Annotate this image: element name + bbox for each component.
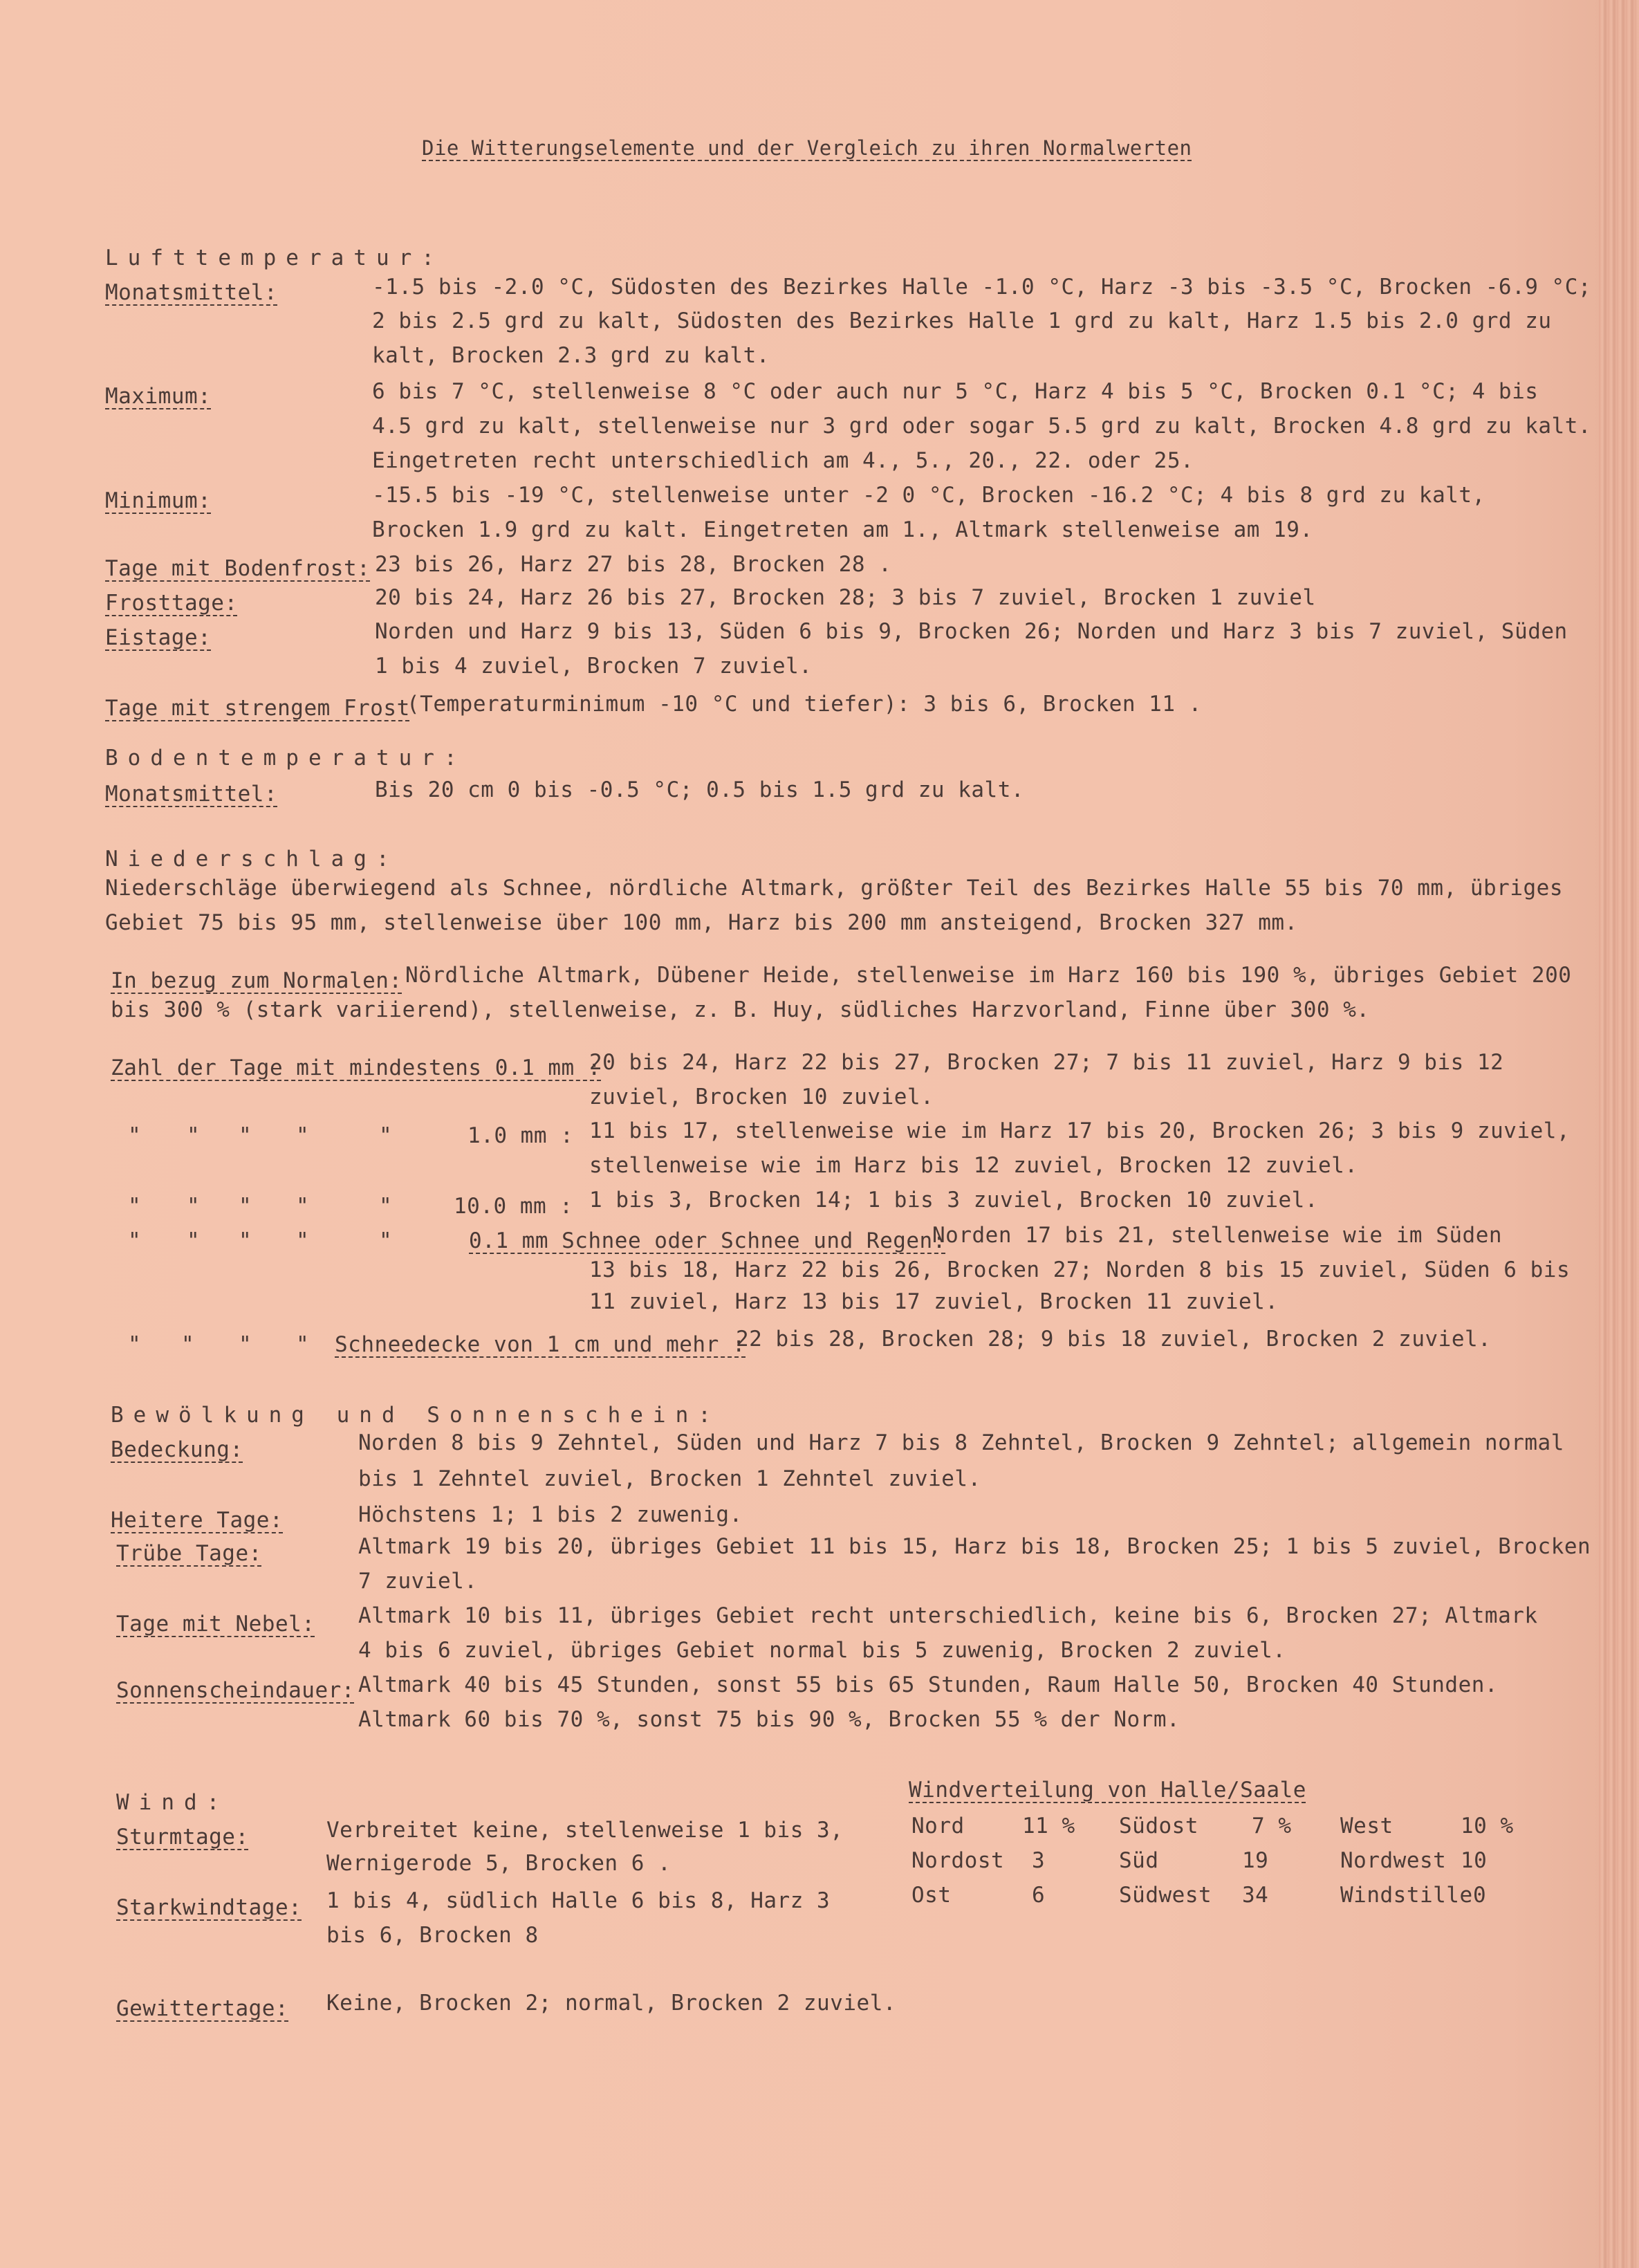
label-1-0-mm: 1.0 mm :: [467, 1123, 574, 1148]
wind-direction: Südost: [1119, 1814, 1198, 1838]
section-heading-wind: Wind:: [116, 1790, 230, 1815]
ditto-mark: ": [296, 1332, 310, 1357]
label-sturmtage: Sturmtage:: [116, 1825, 249, 1850]
text-line: Altmark 19 bis 20, übriges Gebiet 11 bis 15, Harz bis 18, Brocken 25; 1 bis 5 zuviel, Brocken: [358, 1534, 1591, 1559]
wind-value: 11 %: [1022, 1814, 1075, 1838]
label-sonnenscheindauer: Sonnenscheindauer:: [116, 1678, 355, 1703]
text-line: Norden 17 bis 21, stellenweise wie im Süden: [932, 1223, 1503, 1248]
text-line: 4 bis 6 zuviel, übriges Gebiet normal bis 5 zuwenig, Brocken 2 zuviel.: [358, 1638, 1286, 1663]
ditto-mark: ": [239, 1194, 252, 1219]
text-line: Norden 8 bis 9 Zehntel, Süden und Harz 7 bis 8 Zehntel, Brocken 9 Zehntel; allgemein normal: [358, 1430, 1564, 1455]
text-line: -1.5 bis -2.0 °C, Südosten des Bezirkes Halle -1.0 °C, Harz -3 bis -3.5 °C, Brocken -6.9 °C;: [372, 275, 1592, 299]
text-line: 11 zuviel, Harz 13 bis 17 zuviel, Brocken 11 zuviel.: [589, 1289, 1279, 1314]
ditto-mark: ": [187, 1123, 201, 1148]
text-line: Verbreitet keine, stellenweise 1 bis 3,: [326, 1818, 844, 1843]
wind-direction: Nord: [911, 1814, 965, 1838]
label-heitere-tage: Heitere Tage:: [111, 1508, 284, 1533]
wind-value: 7 %: [1252, 1814, 1292, 1838]
wind-direction: Windstille: [1340, 1883, 1473, 1908]
label-bedeckung: Bedeckung:: [111, 1437, 243, 1462]
label-schneedecke: Schneedecke von 1 cm und mehr :: [335, 1332, 746, 1357]
ditto-mark: ": [296, 1123, 310, 1148]
text-line: kalt, Brocken 2.3 grd zu kalt.: [372, 343, 770, 368]
wind-direction: West: [1340, 1814, 1393, 1838]
text-line: 23 bis 26, Harz 27 bis 28, Brocken 28 .: [375, 552, 892, 577]
text-line: 7 zuviel.: [358, 1569, 478, 1594]
label-tage-mit-bodenfrost: Tage mit Bodenfrost:: [105, 556, 371, 581]
text-line: Niederschläge überwiegend als Schnee, nördliche Altmark, größter Teil des Bezirkes Halle 55 bis 70 mm, übriges: [105, 876, 1563, 901]
wind-direction: Süd: [1119, 1848, 1159, 1873]
ditto-mark: ": [128, 1332, 142, 1357]
label-frosttage: Frosttage:: [105, 591, 238, 616]
ditto-mark: ": [379, 1123, 393, 1148]
text-line: stellenweise wie im Harz bis 12 zuviel, Brocken 12 zuviel.: [589, 1153, 1358, 1178]
ditto-mark: ": [379, 1228, 393, 1253]
text-line: bis 1 Zehntel zuviel, Brocken 1 Zehntel zuviel.: [358, 1466, 981, 1491]
text-line: 1 bis 4 zuviel, Brocken 7 zuviel.: [375, 654, 813, 679]
ditto-mark: ": [239, 1123, 252, 1148]
text-line: Altmark 60 bis 70 %, sonst 75 bis 90 %, Brocken 55 % der Norm.: [358, 1707, 1180, 1732]
label-schnee-oder-regen: 0.1 mm Schnee oder Schnee und Regen:: [469, 1228, 946, 1253]
text-line: Gebiet 75 bis 95 mm, stellenweise über 100 mm, Harz bis 200 mm ansteigend, Brocken 327 mm.: [105, 910, 1298, 935]
text-line: 20 bis 24, Harz 26 bis 27, Brocken 28; 3 bis 7 zuviel, Brocken 1 zuviel: [375, 585, 1316, 610]
ditto-mark: ": [187, 1228, 201, 1253]
ditto-mark: ": [379, 1194, 393, 1219]
label-starkwindtage: Starkwindtage:: [116, 1895, 302, 1920]
ditto-mark: ": [239, 1332, 252, 1357]
wind-value: 3: [1032, 1848, 1046, 1873]
wind-direction: Ost: [911, 1883, 952, 1908]
ditto-mark: ": [296, 1228, 310, 1253]
ditto-mark: ": [187, 1194, 201, 1219]
section-heading-bodentemperatur: Bodentemperatur:: [105, 746, 467, 771]
text-line: 22 bis 28, Brocken 28; 9 bis 18 zuviel, Brocken 2 zuviel.: [736, 1327, 1492, 1352]
text-line: Bis 20 cm 0 bis -0.5 °C; 0.5 bis 1.5 grd zu kalt.: [375, 777, 1025, 802]
text-line: 2 bis 2.5 grd zu kalt, Südosten des Bezirkes Halle 1 grd zu kalt, Harz 1.5 bis 2.0 grd zu: [372, 308, 1552, 333]
text-line: 20 bis 24, Harz 22 bis 27, Brocken 27; 7 bis 11 zuviel, Harz 9 bis 12: [589, 1050, 1504, 1075]
label-in-bezug-zum-normalen: In bezug zum Normalen:: [111, 968, 402, 993]
label-monatsmittel: Monatsmittel:: [105, 280, 278, 305]
windverteilung-title: Windverteilung von Halle/Saale: [909, 1778, 1306, 1803]
label-monatsmittel-boden: Monatsmittel:: [105, 782, 278, 806]
section-heading-lufttemperatur: Lufttemperatur:: [105, 246, 444, 270]
label-10-0-mm: 10.0 mm :: [454, 1194, 573, 1219]
text-line: -15.5 bis -19 °C, stellenweise unter -2 0 °C, Brocken -16.2 °C; 4 bis 8 grd zu kalt,: [372, 483, 1485, 508]
ditto-mark: ": [296, 1194, 310, 1219]
ditto-mark: ": [181, 1332, 195, 1357]
text-line: Brocken 1.9 grd zu kalt. Eingetreten am 1., Altmark stellenweise am 19.: [372, 517, 1313, 542]
label-truebe-tage: Trübe Tage:: [116, 1541, 262, 1566]
section-heading-bewoelkung: Bewölkung und Sonnenschein:: [111, 1403, 721, 1428]
text-line: Nördliche Altmark, Dübener Heide, stellenweise im Harz 160 bis 190 %, übriges Gebiet 200: [405, 963, 1572, 988]
text-line: 11 bis 17, stellenweise wie im Harz 17 bis 20, Brocken 26; 3 bis 9 zuviel,: [589, 1118, 1571, 1143]
binding-edge: [1599, 0, 1639, 2268]
page-title: Die Witterungselemente und der Vergleich zu ihren Normalwerten: [422, 136, 1192, 160]
text-line: bis 6, Brocken 8: [326, 1923, 539, 1948]
ditto-mark: ": [239, 1228, 252, 1253]
label-tage-mit-nebel: Tage mit Nebel:: [116, 1612, 315, 1637]
text-line: 13 bis 18, Harz 22 bis 26, Brocken 27; Norden 8 bis 15 zuviel, Süden 6 bis: [589, 1257, 1571, 1282]
wind-value: 0: [1473, 1883, 1487, 1908]
label-gewittertage: Gewittertage:: [116, 1996, 289, 2021]
text-line: 1 bis 3, Brocken 14; 1 bis 3 zuviel, Brocken 10 zuviel.: [589, 1188, 1318, 1213]
text-line: Altmark 40 bis 45 Stunden, sonst 55 bis 65 Stunden, Raum Halle 50, Brocken 40 Stunden.: [358, 1672, 1499, 1697]
wind-direction: Nordost: [911, 1848, 1005, 1873]
text-line: (Temperaturminimum -10 °C und tiefer): 3 bis 6, Brocken 11 .: [407, 692, 1202, 717]
text-line: bis 300 % (stark variierend), stellenweise, z. B. Huy, südliches Harzvorland, Finne über 300 %.: [111, 997, 1370, 1022]
label-maximum: Maximum:: [105, 384, 212, 409]
text-line: Altmark 10 bis 11, übriges Gebiet recht unterschiedlich, keine bis 6, Brocken 27; Altmark: [358, 1603, 1538, 1628]
ditto-mark: ": [128, 1194, 142, 1219]
text-line: zuviel, Brocken 10 zuviel.: [589, 1085, 934, 1109]
text-line: Norden und Harz 9 bis 13, Süden 6 bis 9, Brocken 26; Norden und Harz 3 bis 7 zuviel, Süden: [375, 619, 1568, 644]
text-line: Keine, Brocken 2; normal, Brocken 2 zuviel.: [326, 1991, 897, 2016]
text-line: 4.5 grd zu kalt, stellenweise nur 3 grd oder sogar 5.5 grd zu kalt, Brocken 4.8 grd zu kalt.: [372, 414, 1592, 439]
label-tage-mit-strengem-frost: Tage mit strengem Frost: [105, 696, 410, 721]
wind-value: 10 %: [1461, 1814, 1514, 1838]
ditto-mark: ": [128, 1228, 142, 1253]
section-heading-niederschlag: Niederschlag:: [105, 847, 399, 872]
wind-value: 6: [1032, 1883, 1046, 1908]
ditto-mark: ": [128, 1123, 142, 1148]
label-eistage: Eistage:: [105, 625, 212, 650]
wind-value: 19: [1242, 1848, 1269, 1873]
text-line: 1 bis 4, südlich Halle 6 bis 8, Harz 3: [326, 1888, 831, 1913]
wind-value: 10: [1461, 1848, 1488, 1873]
wind-value: 34: [1242, 1883, 1269, 1908]
text-line: Eingetreten recht unterschiedlich am 4., 5., 20., 22. oder 25.: [372, 448, 1194, 473]
text-line: 6 bis 7 °C, stellenweise 8 °C oder auch nur 5 °C, Harz 4 bis 5 °C, Brocken 0.1 °C; 4 bis: [372, 379, 1539, 404]
wind-direction: Südwest: [1119, 1883, 1212, 1908]
text-line: Höchstens 1; 1 bis 2 zuwenig.: [358, 1502, 743, 1527]
text-line: Wernigerode 5, Brocken 6 .: [326, 1851, 672, 1876]
label-minimum: Minimum:: [105, 488, 212, 513]
label-zahl-der-tage-01mm: Zahl der Tage mit mindestens 0.1 mm :: [111, 1055, 602, 1080]
wind-direction: Nordwest: [1340, 1848, 1447, 1873]
